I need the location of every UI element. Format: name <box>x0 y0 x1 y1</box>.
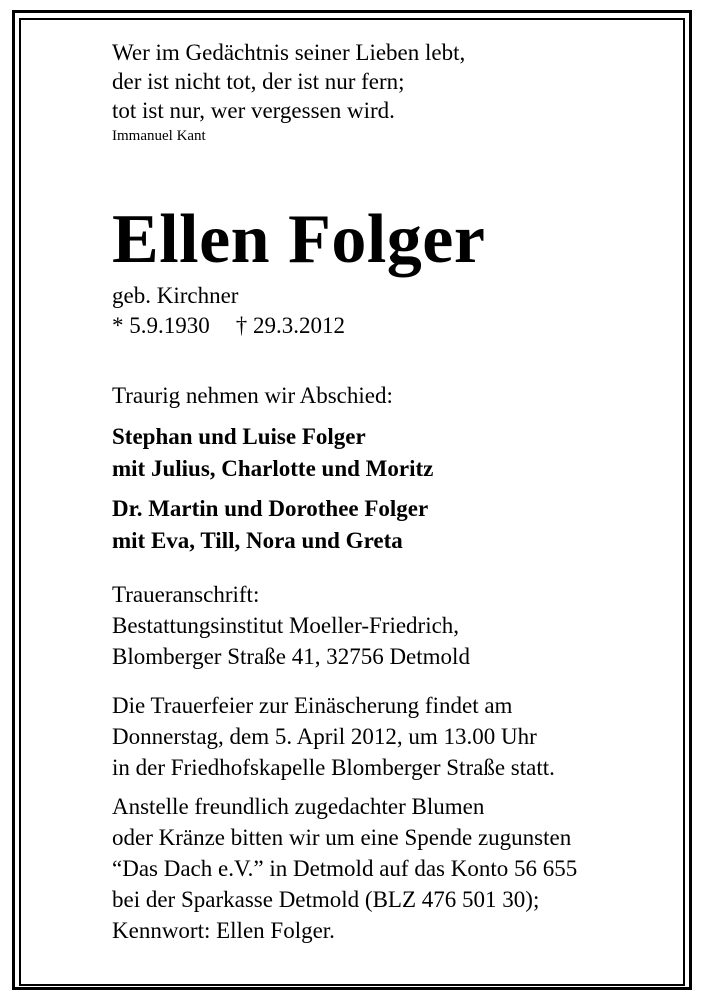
mourners-list <box>112 421 672 557</box>
birth-name: geb. Kirchner <box>112 283 239 308</box>
ceremony-info <box>112 690 672 783</box>
donation-line: Anstelle freundlich zugedachter Blumen <box>112 794 485 819</box>
family-line: mit Eva, Till, Nora und Greta <box>112 528 403 553</box>
address-line: Traueranschrift: <box>112 582 260 607</box>
donation-line: bei der Sparkasse Detmold (BLZ 476 501 30); <box>112 887 540 912</box>
memorial-quote <box>112 38 672 145</box>
ceremony-line: Donnerstag, dem 5. April 2012, um 13.00 Uhr <box>112 724 537 749</box>
family-line: Dr. Martin und Dorothee Folger <box>112 496 429 521</box>
donation-line: Kennwort: Ellen Folger. <box>112 918 335 943</box>
family-group <box>112 421 672 485</box>
mourning-address <box>112 579 672 672</box>
family-line: Stephan und Luise Folger <box>112 424 366 449</box>
life-dates <box>112 311 672 341</box>
farewell-lead: Traurig nehmen wir Abschied: <box>112 383 393 408</box>
ceremony-line: in der Friedhofskapelle Blomberger Straße statt. <box>112 755 555 780</box>
quote-line: der ist nicht tot, der ist nur fern; <box>112 69 405 94</box>
ceremony-line: Die Trauerfeier zur Einäscherung findet am <box>112 693 513 718</box>
address-line: Blomberger Straße 41, 32756 Detmold <box>112 644 470 669</box>
death-date: † 29.3.2012 <box>235 313 345 338</box>
donation-line: “Das Dach e.V.” in Detmold auf das Konto 56 655 <box>112 856 578 881</box>
birth-date: * 5.9.1930 <box>112 313 210 338</box>
quote-line: Wer im Gedächtnis seiner Lieben lebt, <box>112 40 466 65</box>
donation-info <box>112 791 672 946</box>
deceased-name: Ellen Folger <box>112 201 486 278</box>
obituary-notice <box>112 38 672 946</box>
address-line: Bestattungsinstitut Moeller-Friedrich, <box>112 613 460 638</box>
donation-line: oder Kränze bitten wir um eine Spende zugunsten <box>112 825 572 850</box>
family-line: mit Julius, Charlotte und Moritz <box>112 456 434 481</box>
quote-line: tot ist nur, wer vergessen wird. <box>112 98 395 123</box>
family-group <box>112 493 672 557</box>
quote-author: Immanuel Kant <box>112 128 206 144</box>
